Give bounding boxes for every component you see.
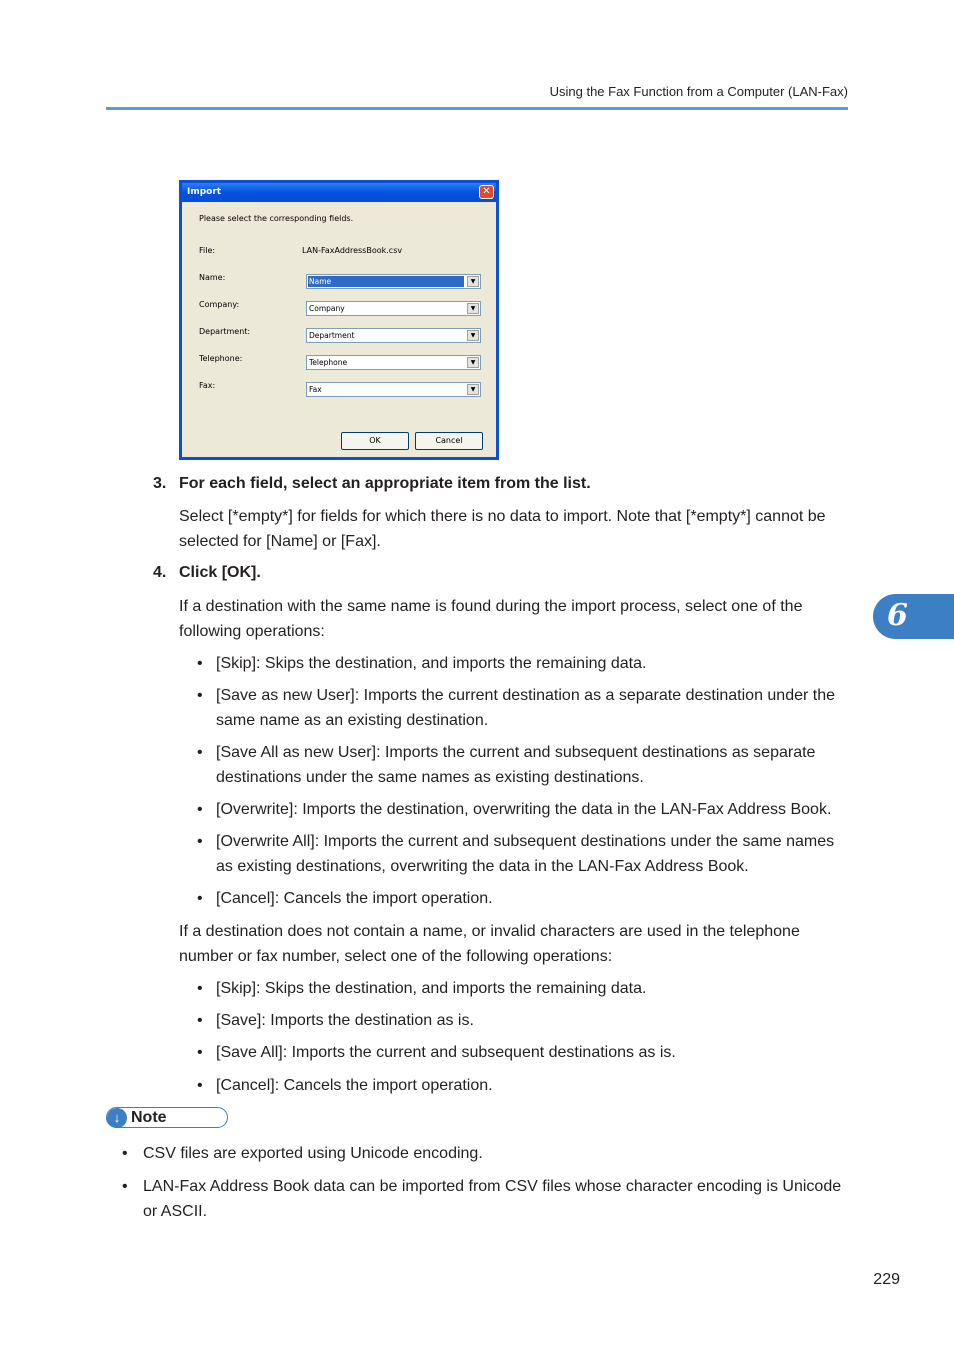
step-4-number: 4. — [153, 564, 167, 581]
step-3-number: 3. — [153, 475, 167, 492]
chevron-down-icon[interactable]: ▼ — [467, 303, 479, 314]
note-item: • LAN-Fax Address Book data can be imported from CSV files whose character encoding is Unicode or ASCII. — [122, 1178, 842, 1220]
close-icon[interactable]: ✕ — [479, 185, 494, 199]
name-select[interactable] — [306, 274, 481, 289]
step-4-body: If a destination with the same name is found during the import process, select one of the following operations: — [179, 598, 803, 640]
name-select-value: Name — [308, 276, 464, 287]
company-select-value: Company — [309, 304, 345, 313]
chevron-down-icon[interactable]: ▼ — [467, 384, 479, 395]
file-value: LAN-FaxAddressBook.csv — [302, 246, 403, 255]
telephone-select-value: Telephone — [309, 358, 348, 367]
list-item: • [Skip]: Skips the destination, and imports the remaining data. — [197, 655, 647, 672]
chapter-number: 6 — [887, 598, 908, 633]
step-3-body: Select [*empty*] for fields for which there is no data to import. Note that [*empty*] cannot be selected for [Name] or [Fax]. — [179, 508, 826, 550]
step-3 — [153, 473, 591, 495]
field-label-fax: Fax: — [199, 381, 216, 390]
list-item: • [Cancel]: Cancels the import operation. — [197, 890, 493, 907]
department-select-value: Department — [309, 331, 355, 340]
company-select[interactable] — [306, 301, 481, 316]
department-select[interactable] — [306, 328, 481, 343]
fax-select[interactable] — [306, 382, 481, 397]
field-label-name: Name: — [199, 273, 226, 282]
dialog-prompt: Please select the corresponding fields. — [199, 214, 354, 223]
field-label-telephone: Telephone: — [199, 354, 243, 363]
chevron-down-icon[interactable]: ▼ — [467, 330, 479, 341]
note-item: • CSV files are exported using Unicode encoding. — [122, 1145, 483, 1162]
list-item: • [Save All]: Imports the current and subsequent destinations as is. — [197, 1044, 676, 1061]
list-item: • [Overwrite]: Imports the destination, overwriting the data in the LAN-Fax Address Book. — [197, 801, 832, 818]
telephone-select[interactable] — [306, 355, 481, 370]
chevron-down-icon[interactable]: ▼ — [467, 357, 479, 368]
header-rule — [106, 107, 848, 110]
import-dialog — [179, 180, 499, 460]
list-item: • [Overwrite All]: Imports the current and subsequent destinations under the same names as existing destinations, overwriting the data in the LAN-Fax Address Book. — [197, 833, 835, 875]
list-item: • [Save as new User]: Imports the current destination as a separate destination under the same name as an existing destination. — [197, 687, 836, 729]
note-badge — [106, 1107, 228, 1128]
down-arrow-icon: ↓ — [107, 1108, 127, 1128]
cancel-button[interactable]: Cancel — [415, 432, 483, 450]
chapter-tab — [873, 594, 954, 639]
step-4-body-2: If a destination does not contain a name, or invalid characters are used in the telephone number or fax number, select one of the following operations: — [179, 923, 800, 965]
dialog-titlebar — [182, 183, 496, 202]
list-item: • [Save]: Imports the destination as is. — [197, 1012, 474, 1029]
step-4 — [153, 562, 261, 584]
list-item: • [Save All as new User]: Imports the current and subsequent destinations as separate destinations under the same names as existing destinations. — [197, 744, 816, 786]
list-item: • [Skip]: Skips the destination, and imports the remaining data. — [197, 980, 647, 997]
field-label-company: Company: — [199, 300, 240, 309]
step-3-text: For each field, select an appropriate item from the list. — [179, 475, 591, 492]
running-header: Using the Fax Function from a Computer (LAN-Fax) — [549, 84, 848, 99]
field-label-department: Department: — [199, 327, 251, 336]
ok-button[interactable]: OK — [341, 432, 409, 450]
page-number: 229 — [873, 1271, 900, 1288]
fax-select-value: Fax — [309, 385, 322, 394]
list-item: • [Cancel]: Cancels the import operation. — [197, 1077, 493, 1094]
chevron-down-icon[interactable]: ▼ — [467, 276, 479, 287]
note-label: Note — [131, 1109, 167, 1126]
dialog-title: Import — [187, 187, 222, 197]
step-4-text: Click [OK]. — [179, 564, 261, 581]
file-label: File: — [199, 246, 216, 255]
